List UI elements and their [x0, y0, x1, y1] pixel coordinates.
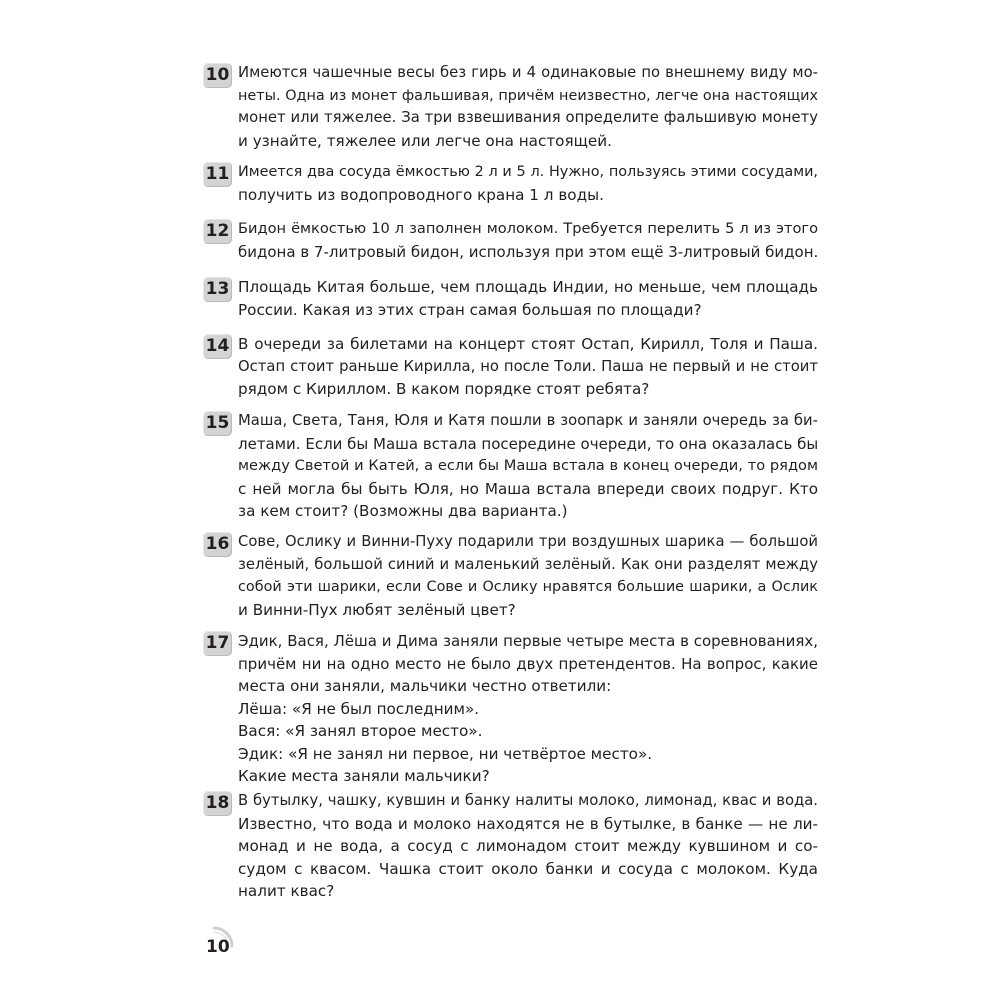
problem-10 — [203, 62, 818, 152]
problem-13 — [203, 276, 818, 321]
text-line: Сове, Ослику и Винни-Пуху подарили три воздушных шарика — большой — [238, 533, 818, 550]
text-line: за кем стоит? (Возможны два варианта.) — [238, 502, 568, 520]
text-line: России. Какая из этих стран самая большая по площади? — [238, 300, 702, 319]
problem-text — [238, 62, 818, 152]
text-line: Имеются чашечные весы без гирь и 4 одинаковые по внешнему виду мо- — [238, 64, 818, 81]
text-line: Лёша: «Я не был последним». — [238, 699, 480, 718]
text-line: налит квас? — [238, 882, 335, 900]
problem-number-badge: 16 — [203, 532, 232, 557]
text-line: места они заняли, мальчики честно ответили: — [238, 677, 612, 695]
text-line: Эдик, Вася, Лёша и Дима заняли первые четыре места в соревнованиях, — [238, 632, 818, 650]
problem-number-badge: 18 — [203, 791, 232, 816]
problem-text — [238, 410, 818, 523]
text-line: летами. Если бы Маша встала посередине очереди, то она оказалась бы — [238, 434, 819, 453]
text-line: собой эти шарики, если Сове и Ослику нравятся большие шарики, а Ослик — [238, 579, 818, 595]
text-line: рядом с Кириллом. В каком порядке стоят ребята? — [238, 380, 650, 398]
problem-text — [238, 630, 818, 788]
text-line: Имеется два сосуда ёмкостью 2 л и 5 л. Нужно, пользуясь этими сосудами, — [238, 164, 818, 180]
problem-14 — [203, 333, 818, 401]
text-line: Остап стоит раньше Кирилла, но после Толи. Паша не первый и не стоит — [238, 357, 818, 375]
page-number: 10 — [206, 937, 230, 957]
problem-text — [238, 790, 818, 903]
text-line: судом с квасом. Чашка стоит около банки и сосуда с молоком. Куда — [238, 859, 818, 878]
text-line: и узнайте, тяжелее или легче она настоящей. — [238, 131, 612, 150]
text-line: В бутылку, чашку, кувшин и банку налиты молоко, лимонад, квас и вода. — [238, 792, 818, 809]
problem-number-badge: 14 — [203, 334, 232, 359]
problem-text — [238, 218, 818, 263]
problem-number-badge: 11 — [203, 162, 232, 187]
problem-number-badge: 13 — [203, 277, 232, 302]
text-line: бидона в 7-литровый бидон, используя при этом ещё 3-литровый бидон. — [238, 242, 819, 261]
text-line: и Винни-Пух любят зелёный цвет? — [238, 600, 516, 619]
text-line: получить из водопроводного крана 1 л воды. — [238, 185, 604, 204]
text-line: монет или тяжелее. За три взвешивания определите фальшивую монету — [238, 109, 818, 126]
problem-text — [238, 161, 818, 206]
problem-17 — [203, 630, 818, 788]
problem-number-badge: 15 — [203, 411, 232, 436]
problem-number-badge: 12 — [203, 219, 232, 244]
problem-11 — [203, 161, 818, 206]
text-line: Маша, Света, Таня, Юля и Катя пошли в зоопарк и заняли очередь за би- — [238, 412, 818, 429]
text-line: Какие места заняли мальчики? — [238, 767, 490, 785]
problem-12 — [203, 218, 818, 263]
text-line: зелёный, большой синий и маленький зелёный. Как они разделят между — [238, 555, 818, 573]
problem-16 — [203, 531, 818, 621]
text-line: с ней могла бы быть Юля, но Маша встала впереди своих подруг. Кто — [238, 479, 818, 498]
text-line: Эдик: «Я не занял ни первое, ни четвёртое место». — [238, 744, 653, 763]
text-line: между Светой и Катей, а если бы Маша встала в конец очереди, то рядом — [238, 457, 818, 474]
text-line: Площадь Китая больше, чем площадь Индии, но меньше, чем площадь — [238, 278, 818, 296]
problem-18 — [203, 790, 818, 903]
text-line: Бидон ёмкостью 10 л заполнен молоком. Требуется перелить 5 л из этого — [238, 220, 818, 237]
problem-15 — [203, 410, 818, 523]
problem-number-badge: 17 — [203, 631, 232, 656]
problem-text — [238, 531, 818, 621]
text-line: неты. Одна из монет фальшивая, причём неизвестно, легче она настоящих — [238, 87, 818, 104]
text-line: Вася: «Я занял второе место». — [238, 722, 483, 740]
text-line: В очереди за билетами на концерт стоят Остап, Кирилл, Толя и Паша. — [238, 335, 818, 353]
text-line: причём ни на одно место не было двух претендентов. На вопрос, какие — [238, 654, 818, 673]
problem-text — [238, 333, 818, 401]
text-line: монад и не вода, а сосуд с лимонадом стоит между кувшином и со- — [238, 837, 818, 855]
problem-text — [238, 276, 818, 321]
text-line: Известно, что вода и молоко находятся не в бутылке, в банке — не ли- — [238, 814, 818, 833]
problem-number-badge: 10 — [203, 63, 232, 88]
